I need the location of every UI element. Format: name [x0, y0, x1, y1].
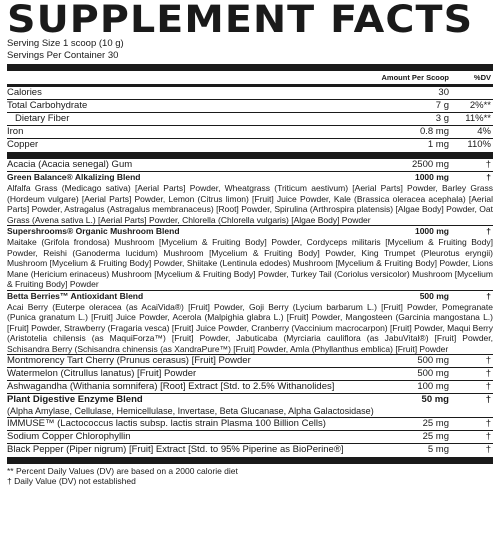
- nutrient-row: [7, 87, 493, 99]
- nutrient-amount: 1 mg: [427, 139, 449, 150]
- enzyme-blend-dv: †: [485, 394, 491, 405]
- ingredient-list-a: [7, 354, 493, 393]
- ingredient-row: [7, 431, 493, 443]
- blend-name: Betta Berries™ Antioxidant Blend: [7, 290, 144, 301]
- blend-dv: †: [486, 172, 491, 182]
- nutrient-row: [7, 100, 493, 112]
- nutrient-name: Calories: [7, 87, 42, 98]
- ingredient-amount: 5 mg: [427, 443, 449, 455]
- nutrient-dv: 110%: [467, 139, 491, 150]
- ingredient-amount: 500 mg: [417, 368, 449, 379]
- blend-header: [7, 291, 493, 302]
- ingredient-name: IMMUSE™ (Lactococcus lactis subsp. lactis strain Plasma 100 Billion Cells): [7, 417, 326, 429]
- ingredient-dv: †: [485, 355, 491, 366]
- ingredient-name: Montmorency Tart Cherry (Prunus cerasus) [Fruit] Powder: [7, 355, 251, 366]
- nutrient-dv: [449, 87, 493, 99]
- nutrient-amount: 0.8 mg: [419, 126, 449, 137]
- ingredient-row: [7, 444, 493, 456]
- nutrient-name: Total Carbohydrate: [7, 100, 88, 111]
- ingredient-amount: 100 mg: [417, 381, 449, 392]
- ingredient-name: Watermelon (Citrullus lanatus) [Fruit] Powder: [7, 368, 197, 379]
- ingredient-dv: †: [485, 443, 491, 455]
- divider-thick-top: [7, 64, 493, 71]
- acacia-row: [7, 159, 493, 171]
- nutrient-row: [7, 126, 493, 138]
- blend-amount: 500 mg: [419, 290, 449, 301]
- enzyme-blend-ingredients: (Alpha Amylase, Cellulase, Hemicellulase, Invertase, Beta Glucanase, Alpha Galactosidase): [7, 406, 374, 416]
- nutrient-list: [7, 87, 493, 151]
- blend-name: Supershrooms® Organic Mushroom Blend: [7, 226, 180, 236]
- ingredient-amount: 25 mg: [422, 430, 449, 442]
- blend-dv: †: [486, 290, 491, 301]
- blend-dv: †: [486, 226, 491, 236]
- ingredient-amount: 25 mg: [422, 417, 449, 429]
- nutrient-dv: 4%: [477, 126, 491, 137]
- nutrient-row: [7, 113, 493, 125]
- nutrient-name: Dietary Fiber: [15, 113, 70, 124]
- blend-amount: 1000 mg: [414, 172, 449, 182]
- ingredient-dv: †: [485, 417, 491, 429]
- ingredient-name: Black Pepper (Piper nigrum) [Fruit] Extract [Std. to 95% Piperine as BioPerine®]: [7, 443, 344, 455]
- servings-per-container: Servings Per Container 30: [7, 50, 119, 61]
- column-header: [7, 71, 493, 84]
- acacia-name: Acacia (Acacia senegal) Gum: [7, 159, 133, 170]
- footnote-dv-not-established: † Daily Value (DV) not established: [7, 476, 136, 486]
- blend-ingredients: Acai Berry (Euterpe oleracea (as AcaiVida®) [Fruit] Powder, Goji Berry (Lycium barbarum L.) [Fruit] Powder, Pomegranate (Punica granatum L.) [Fruit] Juice Powder, Acerola (Malpighia glabra L.) [Fruit] Powder, Mangosteen (Garcinia mangostana L.) [Fruit] Powder, Strawberry (Fragaria vesca) [Fruit] Juice Powder, Cranberry (Vaccinium macrocarpon) [Fruit] Powder, Maqui Berry (Aristotelia chilensis (as MaquiForza™) [Fruit] Powder, Jabuticaba (Myrciaria cauliflora (as JabuVital®) [Fruit] Powder, Schisandra Berry (Schisandra chinensis (as XandraPure™) [Fruit] Powder, Amla (Phyllanthus emblica) [Fruit] Powder: [7, 301, 493, 354]
- blend-header: [7, 226, 493, 237]
- nutrient-row: [7, 139, 493, 151]
- ingredient-dv: †: [485, 368, 491, 379]
- enzyme-blend-name: Plant Digestive Enzyme Blend: [7, 394, 143, 405]
- divider-thick-middle: [7, 152, 493, 159]
- nutrient-amount: 3 g: [435, 113, 449, 124]
- enzyme-blend-header: [7, 394, 493, 406]
- nutrient-dv: 11%**: [465, 113, 491, 124]
- ingredient-row: [7, 355, 493, 367]
- enzyme-blend-amount: 50 mg: [421, 394, 449, 405]
- ingredient-row: [7, 381, 493, 393]
- ingredient-list-b: [7, 417, 493, 456]
- divider-thick-bottom: [7, 457, 493, 464]
- supplement-facts-panel: [7, 0, 493, 559]
- nutrient-name: Iron: [7, 126, 24, 137]
- nutrient-name: Copper: [7, 139, 39, 150]
- panel-title: SUPPLEMENT FACTS: [7, 0, 474, 41]
- ingredient-row: [7, 418, 493, 430]
- amount-header: Amount Per Scoop: [381, 73, 449, 82]
- ingredient-amount: 500 mg: [417, 355, 449, 366]
- ingredient-name: Sodium Copper Chlorophyllin: [7, 430, 131, 442]
- blend-ingredients: Alfalfa Grass (Medicago sativa) [Aerial Parts] Powder, Wheatgrass (Triticum aestivum) [Aerial Parts] Powder, Barley Grass (Hordeum vulgare) [Aerial Parts] Powder, Lemon (Citrus limon) [Fruit] Juice Powder, Kale (Brassica oleracea acephala) [Aerial Parts] Powder, Astragalus (Astragalus membranaceus) [Root] Powder, Spirulina (Arthrospira platensis) [Algae Body] Powder, Oat Grass (Avena sativa L.) [Aerial Parts] Powder, Chlorella (Chlorella vulgaris) [Algae Body] Powder: [7, 183, 493, 225]
- ingredient-name: Ashwagandha (Withania somnifera) [Root] Extract [Std. to 2.5% Withanolides]: [7, 381, 335, 392]
- blend-header: [7, 172, 493, 183]
- blend-ingredients: Maitake (Grifola frondosa) Mushroom [Mycelium & Fruiting Body] Powder, Cordyceps militaris [Mycelium & Fruiting Body] Powder, Reishi (Ganoderma lucidum) Mushroom [Mycelium & Fruiting Body] Powder, King Trumpet (Pleurotus eryngii) Mushroom [Mycelium & Fruiting Body] Powder, Shiitake (Lentinula edodes) Mushroom [Mycelium & Fruiting Body] Powder, Lions Mane (Hericium erinaceus) Mushroom [Mycelium & Fruiting Body] Powder, Turkey Tail (Coriolus versicolor) Mushroom [Mycelium & Fruiting Body] Powder: [7, 237, 493, 289]
- nutrient-amount: 7 g: [435, 100, 449, 111]
- acacia-dv: †: [485, 159, 491, 170]
- nutrient-dv: 2%**: [469, 100, 491, 111]
- blend-list: [7, 171, 493, 354]
- ingredient-dv: †: [485, 430, 491, 442]
- serving-size: Serving Size 1 scoop (10 g): [7, 38, 124, 49]
- acacia-amount: 2500 mg: [412, 159, 449, 170]
- ingredient-row: [7, 368, 493, 380]
- footnote-dv-basis: ** Percent Daily Values (DV) are based on a 2000 calorie diet: [7, 465, 238, 476]
- blend-amount: 1000 mg: [414, 226, 449, 236]
- nutrient-amount: 30: [438, 87, 449, 98]
- ingredient-dv: †: [485, 381, 491, 392]
- blend-name: Green Balance® Alkalizing Blend: [7, 172, 141, 182]
- dv-header: %DV: [473, 73, 491, 82]
